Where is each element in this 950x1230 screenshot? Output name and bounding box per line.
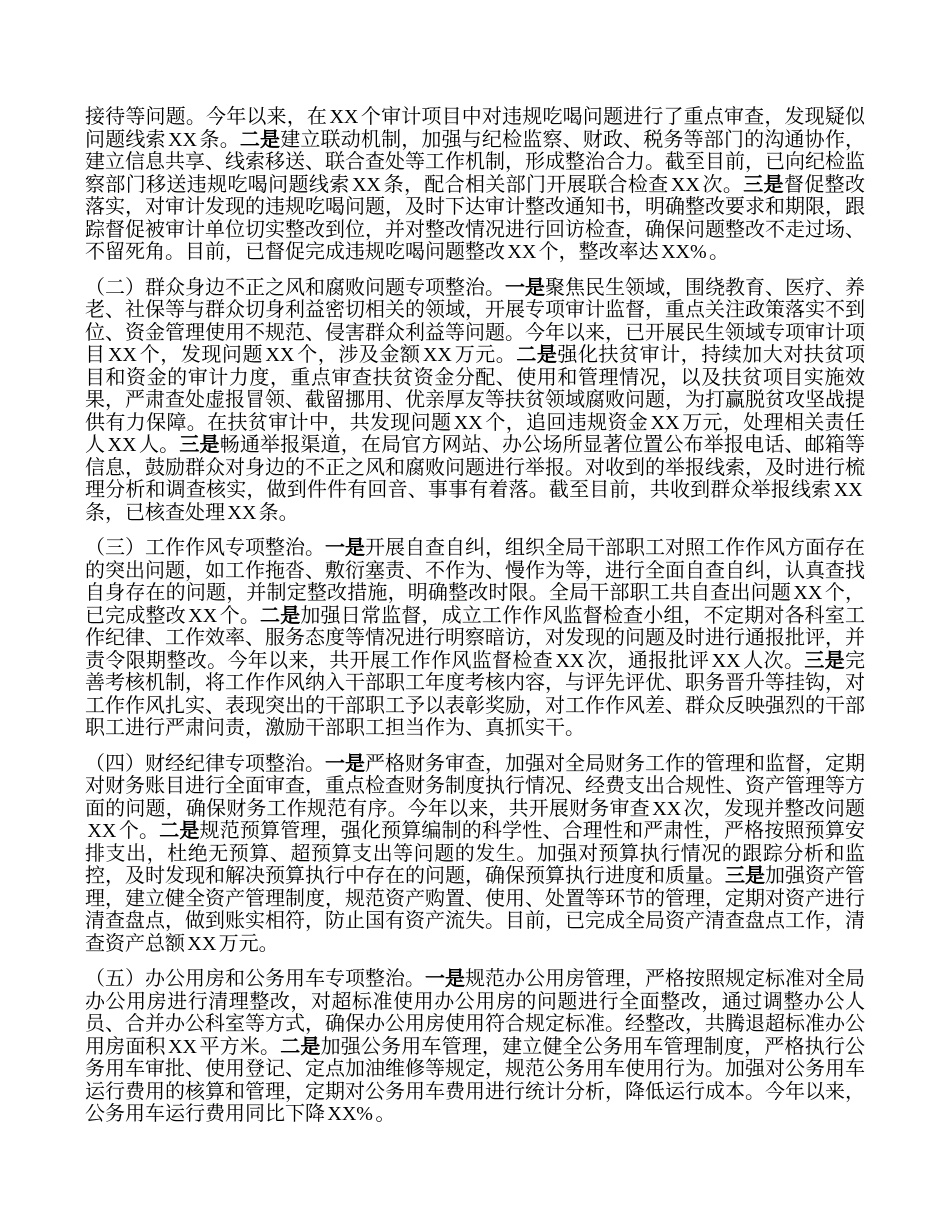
paragraph-5: （五）办公用房和公务用车专项整治。一是规范办公用房管理，严格按照规定标准对全局办公用房进行清理整改，对超标准使用办公用房的问题进行全面整改，通过调整办公人员、合并办公科室等方式，确保办公用房使用符合规定标准。经整改，共腾退超标准办公用房面积 XX 平方米。二是加强公务用车管理，建立健全公务用车管理制度，严格执行公务用车审批、使用登记、定点加油维修等规定，规范公务用车使用行为。加强对公务用车运行费用的核算和管理，定期对公务用车费用进行统计分析，降低运行成本。今年以来，公务用车运行费用同比下降 XX% 。 [85,968,866,1125]
paragraph-1: 接待等问题。今年以来，在 XX 个审计项目中对违规吃喝问题进行了重点审查，发现疑似问题线索 XX 条。二是建立联动机制，加强与纪检监察、财政、税务等部门的沟通协作，建立信息共享、线索移送、联合查处等工作机制，形成整治合力。截至目前，已向纪检监察部门移送违规吃喝问题线索 XX 条，配合相关部门开展联合检查 XX 次。三是督促整改落实，对审计发现的违规吃喝问题，及时下达审计整改通知书，明确整改要求和期限，跟踪督促被审计单位切实整改到位，并对整改情况进行回访检查，确保问题整改不走过场、不留死角。目前，已督促完成违规吃喝问题整改 XX 个，整改率达 XX% 。 [85,106,866,263]
document-body [85,106,865,1139]
paragraph-3: （三）工作作风专项整治。一是开展自查自纠，组织全局干部职工对照工作作风方面存在的突出问题，如工作拖沓、敷衍塞责、不作为、慢作为等，进行全面自查自纠，认真查找自身存在的问题，并制定整改措施，明确整改时限。全局干部职工共自查出问题 XX 个，已完成整改 XX 个。二是加强日常监督，成立工作作风监督检查小组，不定期对各科室工作纪律、工作效率、服务态度等情况进行明察暗访，对发现的问题及时进行通报批评，并责令限期整改。今年以来，共开展工作作风监督检查 XX 次，通报批评 XX 人次。三是完善考核机制，将工作作风纳入干部职工年度考核内容，与评先评优、职务晋升等挂钩，对工作作风扎实、表现突出的干部职工予以表彰奖励，对工作作风差、群众反映强烈的干部职工进行严肃问责，激励干部职工担当作为、真抓实干。 [85,537,866,739]
paragraph-2: （二）群众身边不正之风和腐败问题专项整治。一是聚焦民生领域，围绕教育、医疗、养老、社保等与群众切身利益密切相关的领域，开展专项审计监督，重点关注政策落实不到位、资金管理使用不规范、侵害群众利益等问题。今年以来，已开展民生领域专项审计项目 XX 个，发现问题 XX 个，涉及金额 XX 万元。二是强化扶贫审计，持续加大对扶贫项目和资金的审计力度，重点审查扶贫资金分配、使用和管理情况，以及扶贫项目实施效果，严肃查处虚报冒领、截留挪用、优亲厚友等扶贫领域腐败问题，为打赢脱贫攻坚战提供有力保障。在扶贫审计中，共发现问题 XX 个，追回违规资金 XX 万元，处理相关责任人 XX 人。三是畅通举报渠道，在局官方网站、办公场所显著位置公布举报电话、邮箱等信息，鼓励群众对身边的不正之风和腐败问题进行举报。对收到的举报线索，及时进行梳理分析和调查核实，做到件件有回音、事事有着落。截至目前，共收到群众举报线索 XX条，已核查处理 XX 条。 [85,276,866,524]
paragraph-4: （四）财经纪律专项整治。一是严格财务审查，加强对全局财务工作的管理和监督，定期对财务账目进行全面审查，重点检查财务制度执行情况、经费支出合规性、资产管理等方面的问题，确保财务工作规范有序。今年以来，共开展财务审查 XX 次，发现并整改问题XX 个。二是规范预算管理，强化预算编制的科学性、合理性和严肃性，严格按照预算安排支出，杜绝无预算、超预算支出等问题的发生。加强对预算执行情况的跟踪分析和监控，及时发现和解决预算执行中存在的问题，确保预算执行进度和质量。三是加强资产管理，建立健全资产管理制度，规范资产购置、使用、处置等环节的管理，定期对资产进行清查盘点，做到账实相符，防止国有资产流失。目前，已完成全局资产清查盘点工作，清查资产总额 XX 万元。 [85,752,866,955]
